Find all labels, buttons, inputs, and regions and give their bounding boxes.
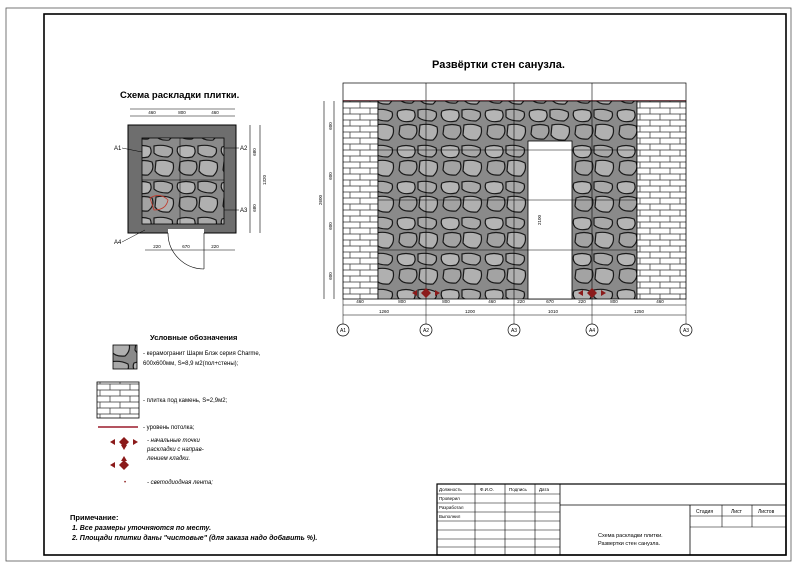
dim-r1-1: 460 — [356, 299, 364, 304]
plan-dim-bottom-3: 220 — [211, 244, 219, 249]
stamp-drawing-title-line2: Развертки стен санузла. — [598, 541, 661, 547]
axis-label-5: А3 — [682, 328, 690, 334]
door-opening — [528, 141, 572, 299]
legend-item-2: - плитка под камень, S=2,9м2; — [143, 398, 228, 404]
stamp-header-4: Дата — [539, 487, 549, 492]
notes-line-2: 2. Площади плитки даны "чистовые" (для заказа надо добавить %). — [72, 535, 318, 542]
legend-item-5: - светодиодная лента; — [147, 480, 213, 486]
axis-markers — [337, 299, 692, 336]
stamp-col-sheets: Листов — [758, 509, 775, 515]
notes — [70, 513, 317, 542]
legend-item-3: - уровень потолка; — [143, 425, 195, 431]
dim-r1-7: 220 — [578, 299, 586, 304]
legend-item-1-line1: - керамогранит Шарм Блэк серия Charme, — [143, 351, 261, 357]
legend-item-1-line2: 600х600мм, S=8,9 м2(пол+стены); — [143, 361, 239, 367]
brick-panel-left — [343, 101, 378, 299]
height-seg-3: 600 — [328, 222, 333, 230]
door-height: 2100 — [537, 214, 542, 226]
dim-r1-4: 460 — [488, 299, 496, 304]
wall-developments-title: Развёртки стен санузла. — [432, 59, 565, 71]
plan-dim-right-2: 1320 — [262, 174, 267, 186]
legend-marker-icon — [110, 437, 138, 470]
wall-elevation — [318, 83, 692, 336]
plan-dim-right-3: 680 — [252, 204, 257, 212]
callout-a1: А1 — [114, 146, 122, 152]
legend-item-4-line3: лением кладки. — [147, 456, 191, 462]
height-seg-1: 600 — [328, 122, 333, 130]
dim-r1-9: 460 — [656, 299, 664, 304]
legend — [97, 333, 261, 486]
dim-r1-6: 670 — [546, 299, 554, 304]
layout-scheme-title: Схема раскладки плитки. — [120, 90, 240, 101]
stamp-drawing-title-line1: Схема раскладки плитки. — [598, 533, 663, 539]
dim-r1-5: 220 — [517, 299, 525, 304]
legend-brick-swatch — [97, 382, 139, 418]
callout-a2: А2 — [240, 146, 248, 152]
dim-r2-1: 1260 — [378, 309, 390, 314]
stamp-role-2: Разработал — [439, 505, 464, 510]
stamp-role-3: Выполнил — [439, 514, 461, 519]
legend-item-4-line2: раскладки с направ- — [147, 447, 204, 453]
plan-dim-top-3: 460 — [211, 110, 219, 115]
axis-label-1: А1 — [339, 328, 347, 334]
stamp-header-1: Должность — [439, 487, 462, 492]
plan-door-width: 670 — [182, 244, 190, 249]
stamp-header-2: Ф.И.О. — [480, 487, 494, 492]
legend-led-dot: • — [124, 480, 127, 486]
stamp-col-sheet: Лист — [731, 509, 742, 515]
dim-r1-8: 800 — [610, 299, 618, 304]
legend-title: Условные обозначения — [150, 333, 238, 342]
dim-r1-2: 800 — [398, 299, 406, 304]
dim-r2-2: 1200 — [464, 309, 476, 314]
axis-label-4: А4 — [588, 328, 596, 334]
plan-floor-tiles — [142, 138, 224, 224]
plan-dim-top-2: 800 — [178, 110, 186, 115]
floor-plan — [114, 109, 267, 269]
notes-title: Примечание: — [70, 513, 119, 522]
legend-item-4-line1: - начальные точки — [147, 438, 200, 444]
axis-label-2: А2 — [422, 328, 430, 334]
door-swing — [168, 233, 204, 269]
callout-a4: А4 — [114, 240, 122, 246]
axis-label-3: А3 — [510, 328, 518, 334]
dim-r2-3: 1010 — [547, 309, 559, 314]
height-seg-2: 600 — [328, 172, 333, 180]
dim-r2-4: 1250 — [633, 309, 645, 314]
height-seg-4: 600 — [328, 272, 333, 280]
brick-panel-right — [637, 101, 686, 299]
height-total: 2600 — [318, 194, 323, 206]
stamp-col-stage: Стадия — [696, 509, 714, 515]
plan-dim-top-1: 460 — [148, 110, 156, 115]
callout-a3: А3 — [240, 208, 248, 214]
title-block — [437, 484, 786, 555]
dim-r1-3: 800 — [442, 299, 450, 304]
notes-line-1: 1. Все размеры уточняются по месту. — [72, 525, 212, 532]
plan-dim-right-1: 680 — [252, 148, 257, 156]
legend-stone-swatch — [113, 345, 137, 369]
stamp-role-1: Проверил — [439, 496, 460, 501]
plan-dim-bottom-1: 220 — [153, 244, 161, 249]
stamp-header-3: Подпись — [509, 487, 527, 492]
